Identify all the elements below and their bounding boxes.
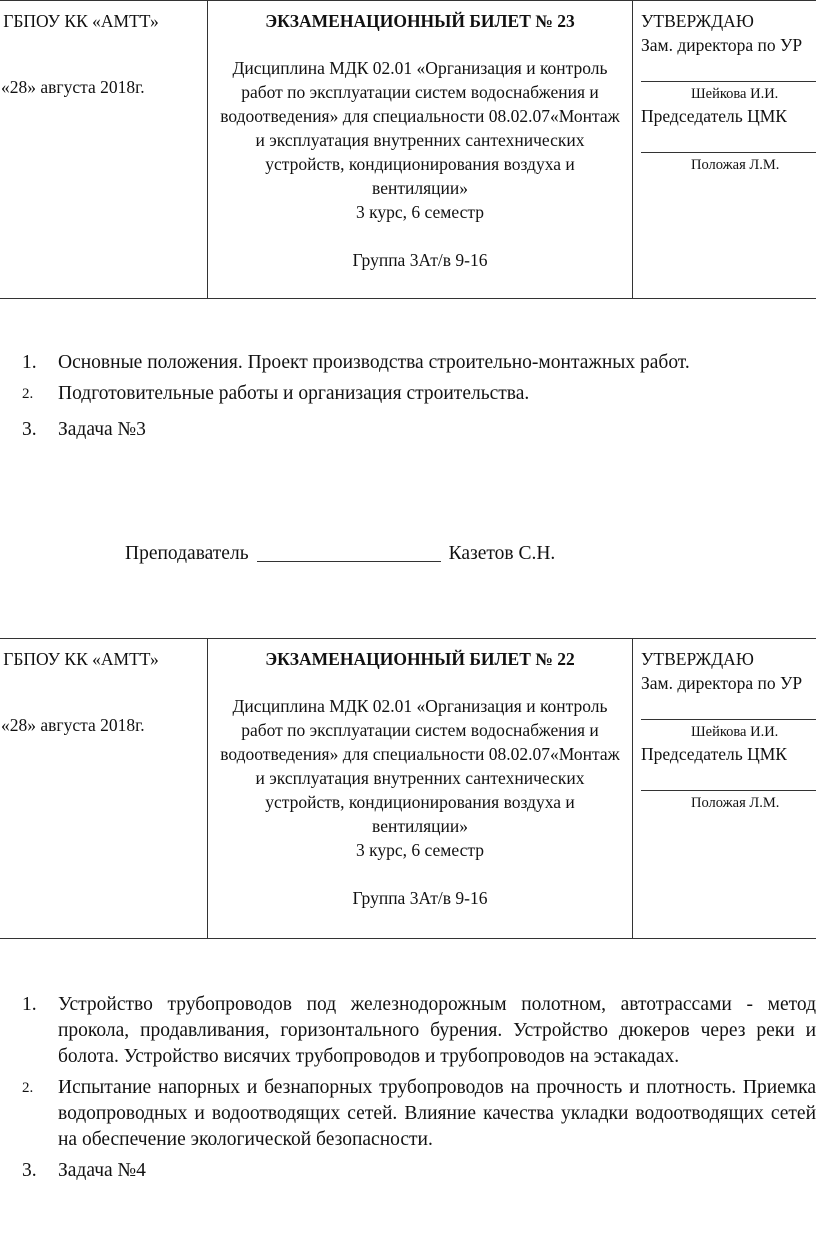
- deputy-signature-line: [641, 709, 816, 720]
- deputy-title: Зам. директора по УР: [641, 673, 803, 693]
- institution-name: ГБПОУ КК «АМТТ»: [3, 11, 159, 31]
- chair-title: Председатель ЦМК: [641, 744, 787, 764]
- question-text: Основные положения. Проект производства строительно-монтажных работ.: [58, 352, 690, 373]
- chair-signature-line: [641, 142, 816, 153]
- question-number: 2.: [22, 386, 34, 402]
- question-item: [22, 381, 816, 407]
- chair-name: Положая Л.М.: [691, 795, 780, 811]
- deputy-title: Зам. директора по УР: [641, 35, 803, 55]
- chair-signature-line: [641, 780, 816, 791]
- approve-label: УТВЕРЖДАЮ: [641, 649, 754, 669]
- teacher-signature: [125, 541, 555, 567]
- chair-name: Положая Л.М.: [691, 157, 780, 173]
- question-item: [22, 350, 816, 376]
- header-left-cell: [0, 639, 208, 939]
- question-number: 1.: [22, 994, 37, 1015]
- header-left-cell: [0, 1, 208, 299]
- ticket-22-header: [0, 638, 816, 939]
- header-right-cell: [633, 639, 816, 939]
- group-text: Группа 3Ат/в 9-16: [352, 888, 488, 908]
- chair-title: Председатель ЦМК: [641, 106, 787, 126]
- ticket-title: ЭКЗАМЕНАЦИОННЫЙ БИЛЕТ № 22: [265, 649, 575, 669]
- question-item: [22, 1075, 816, 1153]
- ticket-date: «28» августа 2018г.: [1, 715, 145, 735]
- question-item: [22, 417, 816, 443]
- discipline-text: Дисциплина МДК 02.01 «Организация и контроль работ по эксплуатации систем водоснабжения и водоотведения» для специальности 08.02.07«Монтаж и эксплуатация внутренних сантехнических устройств, кондиционирования воздуха и вентиляции»: [220, 696, 620, 836]
- ticket-23-header: [0, 0, 816, 299]
- discipline-text: Дисциплина МДК 02.01 «Организация и контроль работ по эксплуатации систем водоснабжения и водоотведения» для специальности 08.02.07«Монтаж и эксплуатация внутренних сантехнических устройств, кондиционирования воздуха и вентиляции»: [220, 58, 620, 198]
- ticket-23-questions: [22, 350, 816, 448]
- question-item: [22, 992, 816, 1070]
- course-text: 3 курс, 6 семестр: [356, 840, 484, 860]
- question-number: 3.: [22, 1160, 37, 1181]
- teacher-name: Казетов С.Н.: [448, 543, 556, 564]
- question-text: Устройство трубопроводов под железнодорожным полотном, автотрассами - метод прокола, продавливания, горизонтального бурения. Устройство дюкеров через реки и болота. Устройство висячих трубопроводов и трубопроводов на эстакадах.: [58, 994, 816, 1067]
- approve-label: УТВЕРЖДАЮ: [641, 11, 754, 31]
- institution-name: ГБПОУ КК «АМТТ»: [3, 649, 159, 669]
- question-text: Задача №3: [58, 419, 146, 440]
- header-middle-cell: [208, 639, 633, 939]
- deputy-name: Шейкова И.И.: [691, 86, 779, 102]
- question-text: Подготовительные работы и организация строительства.: [58, 383, 530, 404]
- header-middle-cell: [208, 1, 633, 299]
- question-item: [22, 1158, 816, 1184]
- deputy-signature-line: [641, 71, 816, 82]
- ticket-22-questions: [22, 992, 816, 1189]
- course-text: 3 курс, 6 семестр: [356, 202, 484, 222]
- header-right-cell: [633, 1, 816, 299]
- ticket-date: «28» августа 2018г.: [1, 77, 145, 97]
- question-number: 1.: [22, 352, 37, 373]
- group-text: Группа 3Ат/в 9-16: [352, 250, 488, 270]
- teacher-signature-line: [257, 541, 441, 562]
- deputy-name: Шейкова И.И.: [691, 724, 779, 740]
- ticket-title: ЭКЗАМЕНАЦИОННЫЙ БИЛЕТ № 23: [265, 11, 575, 31]
- question-number: 3.: [22, 419, 37, 440]
- question-number: 2.: [22, 1080, 34, 1096]
- question-text: Задача №4: [58, 1160, 146, 1181]
- teacher-label: Преподаватель: [125, 543, 249, 564]
- question-text: Испытание напорных и безнапорных трубопроводов на прочность и плотность. Приемка водопроводных и водоотводящих сетей. Влияние качества укладки водоотводящих сетей на обеспечение экологической безопасности.: [58, 1077, 816, 1150]
